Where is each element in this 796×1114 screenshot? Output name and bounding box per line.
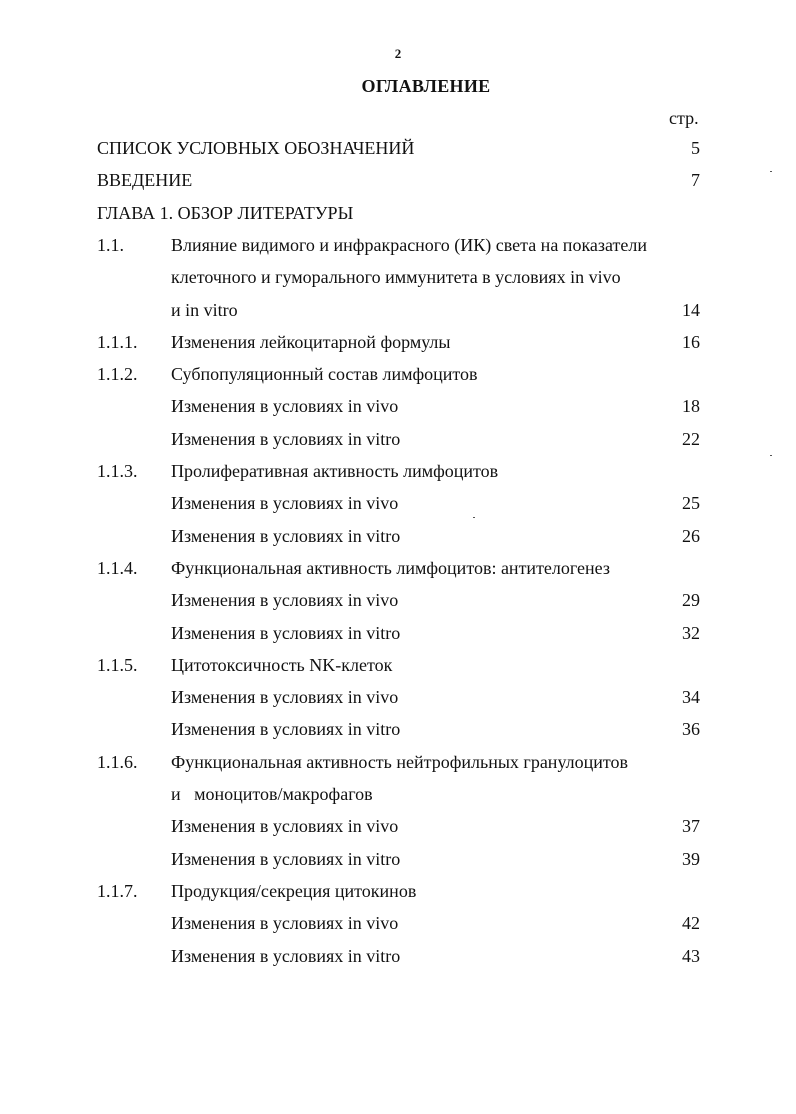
toc-entry-number: 1.1.7. xyxy=(97,880,138,901)
toc-entry xyxy=(0,752,796,784)
toc-entry-title: Изменения в условиях in vitro xyxy=(171,428,401,449)
toc-entry-title: Изменения в условиях in vitro xyxy=(171,848,401,869)
toc-entry-page: 36 xyxy=(682,719,700,740)
page-number: 2 xyxy=(394,46,402,61)
toc-entry-title: и in vitro xyxy=(171,299,238,320)
toc-entry-title: Влияние видимого и инфракрасного (ИК) света на показатели xyxy=(171,234,648,255)
scan-speck xyxy=(473,517,475,518)
toc-entry xyxy=(0,881,796,913)
toc-entry xyxy=(0,170,796,202)
toc-entry xyxy=(0,655,796,687)
toc-entry-page: 25 xyxy=(682,493,700,514)
toc-entry-title: Изменения лейкоцитарной формулы xyxy=(171,331,451,352)
toc-entry-title: Изменения в условиях in vivo xyxy=(171,396,399,417)
toc-entry-title: Изменения в условиях in vitro xyxy=(171,719,401,740)
toc-entry-title: Изменения в условиях in vitro xyxy=(171,622,401,643)
toc-entry-title: и моноцитов/макрофагов xyxy=(171,784,373,804)
toc-entry xyxy=(0,816,796,848)
toc-entry-title: Изменения в условиях in vivo xyxy=(171,590,399,611)
toc-entry-title: Цитотоксичность NK-клеток xyxy=(171,654,393,675)
toc-entry-page: 29 xyxy=(682,590,700,611)
toc-entry-title: Изменения в условиях in vivo xyxy=(171,816,399,837)
toc-entry-title: Продукция/секреция цитокинов xyxy=(171,880,417,901)
toc-entry-page: 16 xyxy=(682,331,700,352)
toc-entry xyxy=(0,267,796,299)
toc-entry xyxy=(0,429,796,461)
toc-entry xyxy=(0,138,796,170)
toc-entry-title: ВВЕДЕНИЕ xyxy=(97,170,193,191)
page-column-label: стр. xyxy=(669,108,699,128)
toc-entry-title: клеточного и гуморального иммунитета в условиях in vivo xyxy=(171,267,621,288)
toc-entry xyxy=(0,300,796,332)
toc-entry-title: СПИСОК УСЛОВНЫХ ОБОЗНАЧЕНИЙ xyxy=(97,138,415,158)
toc-entry-page: 7 xyxy=(691,170,700,191)
toc-entry xyxy=(0,946,796,978)
toc-entry-page: 26 xyxy=(682,525,700,546)
toc-entry-title: Изменения в условиях in vivo xyxy=(171,913,399,934)
toc-entry-title: Функциональная активность лимфоцитов: антителогенез xyxy=(171,557,610,578)
toc-entry xyxy=(0,558,796,590)
toc-entry xyxy=(0,396,796,428)
scan-speck xyxy=(770,171,772,172)
toc-entry-page: 14 xyxy=(682,299,700,320)
toc-entry xyxy=(0,203,796,235)
toc-entry-title: Пролиферативная активность лимфоцитов xyxy=(171,461,499,481)
toc-entry xyxy=(0,235,796,267)
toc-entry-page: 34 xyxy=(682,687,700,708)
toc-entry xyxy=(0,461,796,493)
toc-entry-number: 1.1. xyxy=(97,234,124,255)
toc-entry xyxy=(0,332,796,364)
scan-speck xyxy=(770,455,772,456)
toc-entry-page: 32 xyxy=(682,622,700,643)
toc-entry-number: 1.1.4. xyxy=(97,557,138,578)
toc-entry-title: Изменения в условиях in vivo xyxy=(171,687,399,708)
toc-entry xyxy=(0,784,796,816)
toc-entry xyxy=(0,526,796,558)
toc-entry-page: 39 xyxy=(682,848,700,869)
toc-entry xyxy=(0,849,796,881)
toc-entry-number: 1.1.6. xyxy=(97,751,138,772)
toc-entry xyxy=(0,493,796,525)
toc-entry-number: 1.1.1. xyxy=(97,331,138,352)
toc-entry-page: 5 xyxy=(691,138,700,158)
toc-entry-page: 42 xyxy=(682,913,700,934)
toc-entry-number: 1.1.5. xyxy=(97,654,138,675)
toc-entry-page: 22 xyxy=(682,428,700,449)
toc-entry-number: 1.1.3. xyxy=(97,461,138,481)
toc-entry-title: Изменения в условиях in vitro xyxy=(171,945,401,966)
toc-entry xyxy=(0,687,796,719)
page-title: ОГЛАВЛЕНИЕ xyxy=(361,76,491,96)
toc-entry-title: Субпопуляционный состав лимфоцитов xyxy=(171,364,478,385)
toc-entry xyxy=(0,590,796,622)
toc-entry-page: 37 xyxy=(682,816,700,837)
toc-entry-number: 1.1.2. xyxy=(97,364,138,385)
toc-entry xyxy=(0,719,796,751)
toc-entry-page: 18 xyxy=(682,396,700,417)
toc-entry-title: ГЛАВА 1. ОБЗОР ЛИТЕРАТУРЫ xyxy=(97,202,354,223)
toc-entry-page: 43 xyxy=(682,945,700,966)
toc-entry-title: Изменения в условиях in vitro xyxy=(171,525,401,546)
toc-entry-title: Изменения в условиях in vivo xyxy=(171,493,399,514)
toc-entry xyxy=(0,364,796,396)
toc-entry-title: Функциональная активность нейтрофильных гранулоцитов xyxy=(171,751,629,772)
toc-entry xyxy=(0,623,796,655)
toc-entry xyxy=(0,913,796,945)
